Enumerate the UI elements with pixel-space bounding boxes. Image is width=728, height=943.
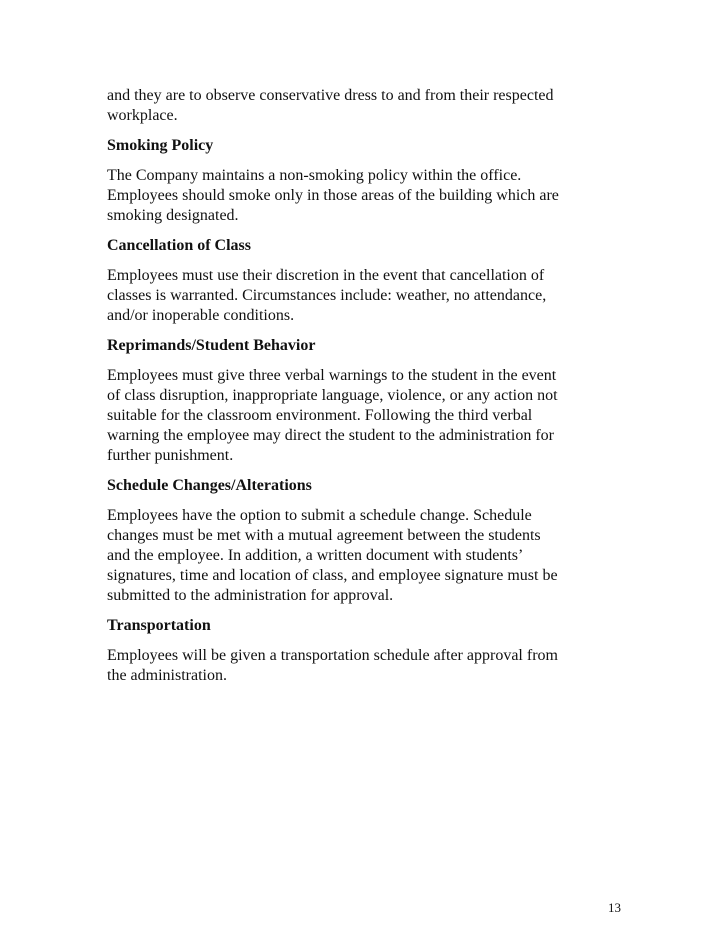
section-body-transportation: Employees will be given a transportation schedule after approval from the administration. xyxy=(107,647,558,684)
section-body-smoking-policy: The Company maintains a non-smoking policy within the office. Employees should smoke only in those areas of the building which are smoking designated. xyxy=(107,167,559,224)
section-body-reprimands-student-behavior: Employees must give three verbal warnings to the student in the event of class disruption, inappropriate language, violence, or any action not suitable for the classroom environment. Following the third verbal warning the employee may direct the student to the administration for further punishment. xyxy=(107,367,558,464)
section-heading-transportation: Transportation xyxy=(107,617,211,634)
page-content xyxy=(107,86,617,696)
section-heading-cancellation-of-class: Cancellation of Class xyxy=(107,237,251,254)
page-number: 13 xyxy=(608,900,621,915)
section-heading-smoking-policy: Smoking Policy xyxy=(107,137,214,154)
section-body-schedule-changes-alterations: Employees have the option to submit a schedule change. Schedule changes must be met with a mutual agreement between the students and the employee. In addition, a written document with students’ signatures, time and location of class, and employee signature must be submitted to the administration for approval. xyxy=(107,507,558,604)
section-body-cancellation-of-class: Employees must use their discretion in the event that cancellation of classes is warranted. Circumstances include: weather, no attendance, and/or inoperable conditions. xyxy=(107,267,547,324)
section-heading-reprimands-student-behavior: Reprimands/Student Behavior xyxy=(107,337,316,354)
section-heading-schedule-changes-alterations: Schedule Changes/Alterations xyxy=(107,477,312,494)
intro-paragraph: and they are to observe conservative dress to and from their respected workplace. xyxy=(107,87,554,124)
